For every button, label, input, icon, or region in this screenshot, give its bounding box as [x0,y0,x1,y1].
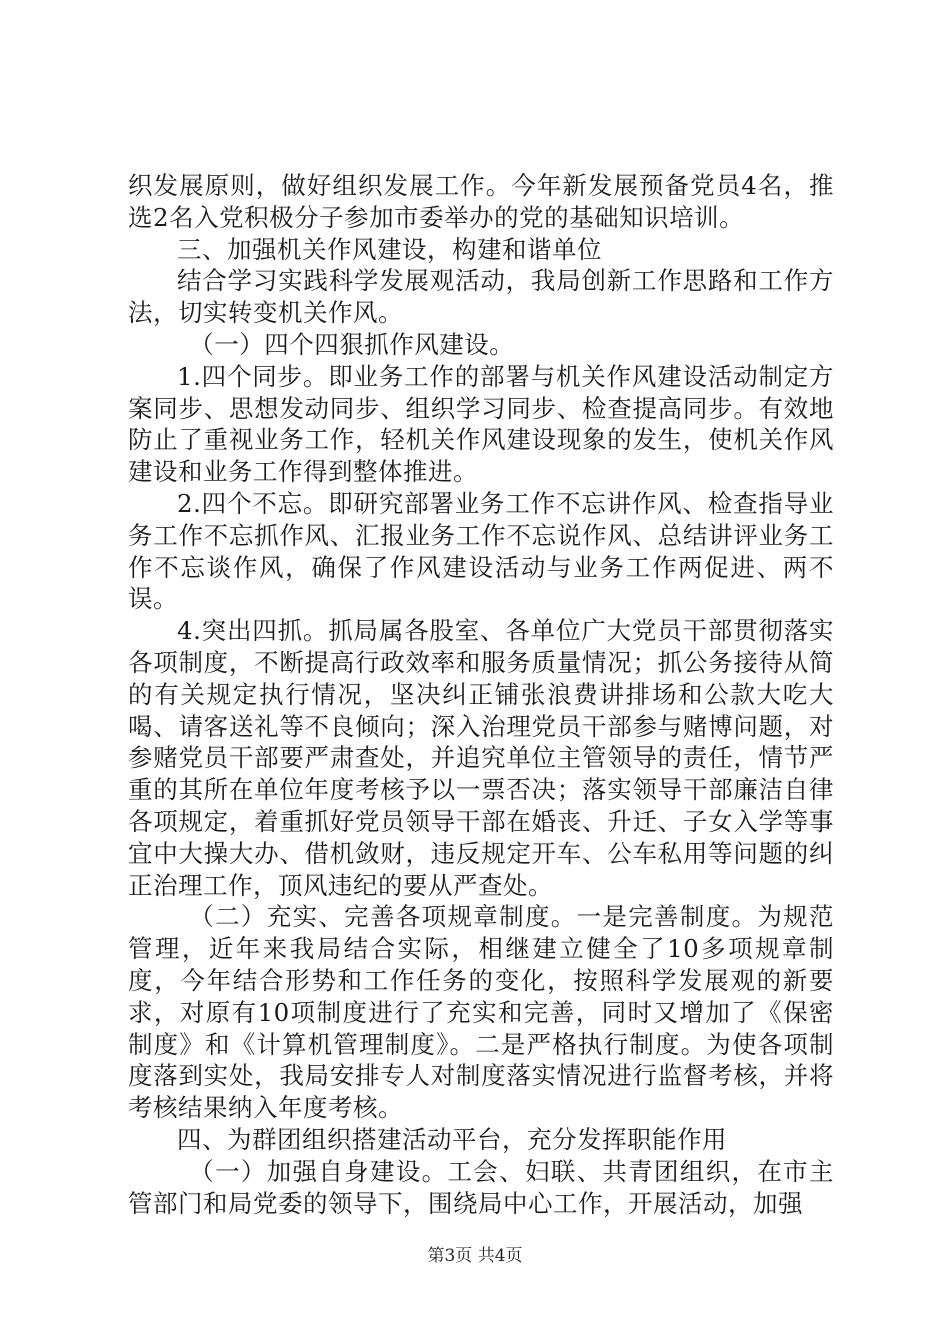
section-heading-3: 三、加强机关作风建设，构建和谐单位 [177,234,602,264]
paragraph-continuation: 织发展原则，做好组织发展工作。今年新发展预备党员4名，推选2名入党积极分子参加市委举办的党的基础知识培训。 [128,171,834,232]
subsection-paragraph-1: （一）加强自身建设。工会、妇联、共青团组织，在市主管部门和局党委的领导下，围绕局中心工作，开展活动，加强 [128,1156,834,1218]
section-heading-4: 四、为群团组织搭建活动平台，充分发挥职能作用 [177,1124,727,1154]
document-body [128,170,834,1219]
page-footer: 第3页 共4页 [427,1246,523,1266]
subsection-paragraph-2: （二）充实、完善各项规章制度。一是完善制度。为规范管理，近年来我局结合实际，相继建立健全了10多项规章制度，今年结合形势和工作任务的变化，按照科学发展观的新要求，对原有10项制度进行了充实和完善，同时又增加了《保密制度》和《计算机管理制度》。二是严格执行制度。为使各项制度落到实处，我局安排专人对制度落实情况进行监督考核，并将考核结果纳入年度考核。 [128,902,834,1123]
paragraph: 结合学习实践科学发展观活动，我局创新工作思路和工作方法，切实转变机关作风。 [128,266,834,328]
paragraph-item-1: 1.四个同步。即业务工作的部署与机关作风建设活动制定方案同步、思想发动同步、组织学习同步、检查提高同步。有效地防止了重视业务工作，轻机关作风建设现象的发生，使机关作风建设和业务工作得到整体推进。 [128,361,834,487]
subsection-heading-1: （一）四个四狠抓作风建设。 [189,329,515,359]
paragraph-item-4: 4.突出四抓。抓局属各股室、各单位广大党员干部贯彻落实各项制度，不断提高行政效率和服务质量情况；抓公务接待从简的有关规定执行情况，坚决纠正铺张浪费讲排场和公款大吃大喝、请客送礼等不良倾向；深入治理党员干部参与赌博问题，对参赌党员干部要严肃查处，并追究单位主管领导的责任，情节严重的其所在单位年度考核予以一票否决；落实领导干部廉洁自律各项规定，着重抓好党员领导干部在婚丧、升迁、子女入学等事宜中大操大办、借机敛财，违反规定开车、公车私用等问题的纠正治理工作，顶风违纪的要从严查处。 [128,616,834,900]
paragraph-item-2: 2.四个不忘。即研究部署业务工作不忘讲作风、检查指导业务工作不忘抓作风、汇报业务工作不忘说作风、总结讲评业务工作不忘谈作风，确保了作风建设活动与业务工作两促进、两不误。 [128,488,834,614]
